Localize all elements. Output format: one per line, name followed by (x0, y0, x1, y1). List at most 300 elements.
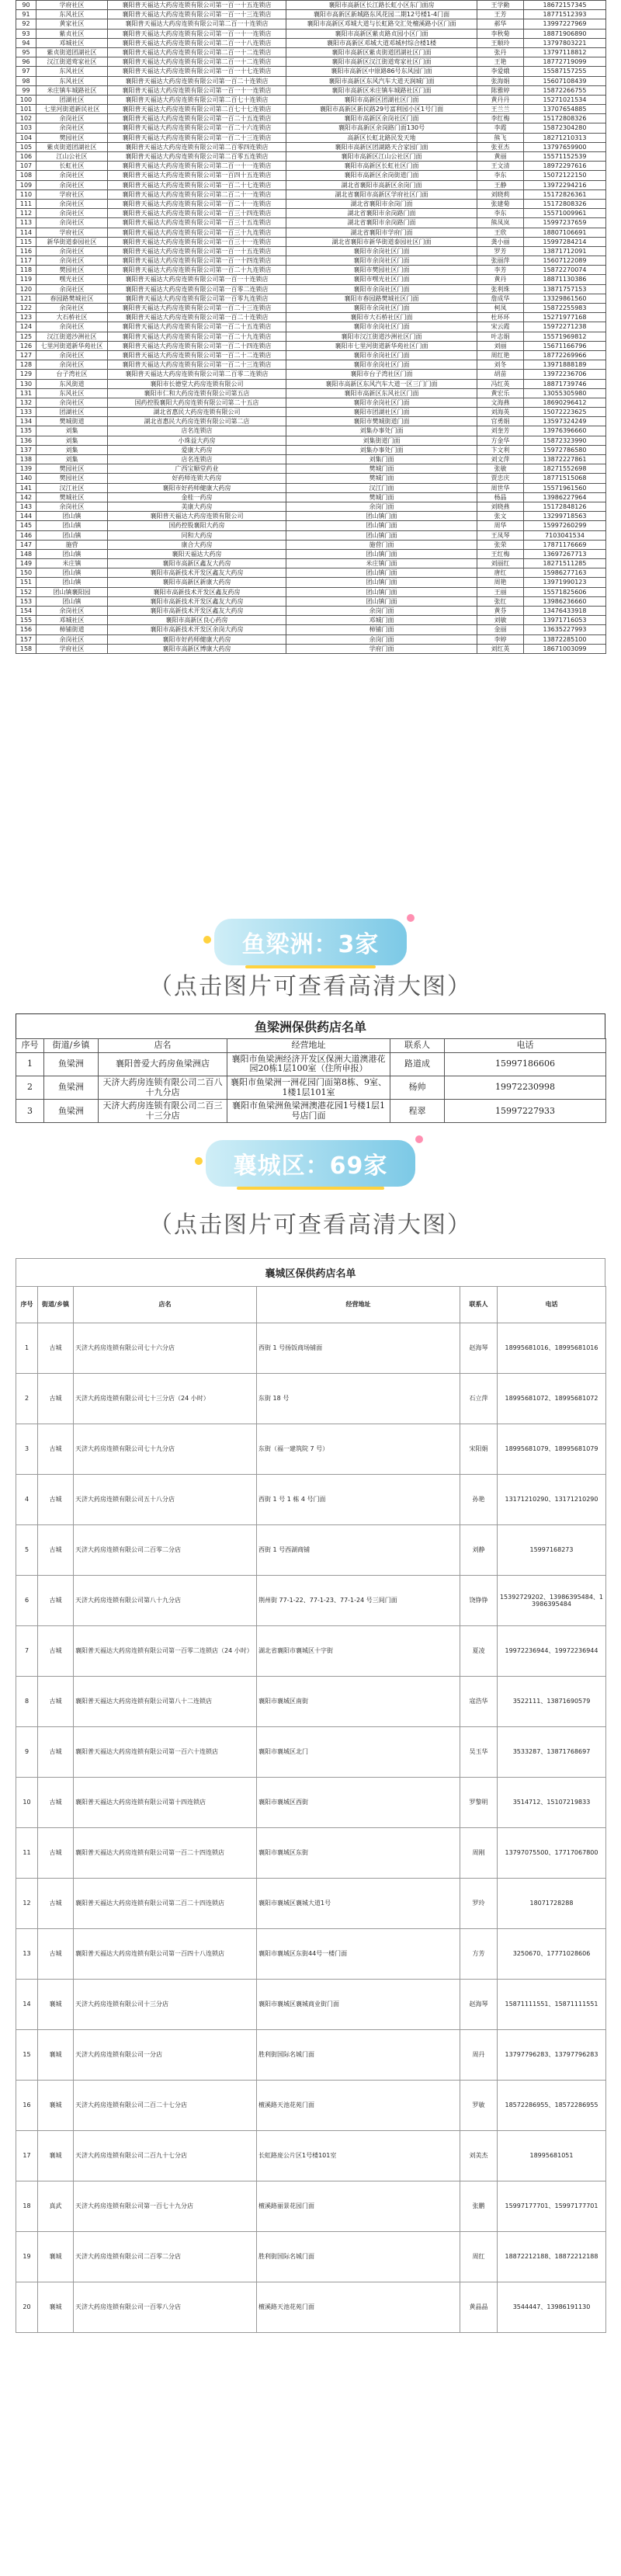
cell-address: 长虹路庞公片区1号楼101室 (257, 2131, 460, 2181)
table-row (16, 445, 606, 454)
cell-index: 113 (16, 218, 36, 228)
cell-contact: 路道成 (390, 1052, 445, 1076)
cell-street: 余岗社区 (36, 199, 108, 208)
cell-street: 古城 (38, 1929, 74, 1980)
table-row (16, 1323, 606, 1374)
cell-address: 襄阳市高新区团湖社区门面 (286, 95, 477, 104)
cell-address: 团山镇门面 (286, 568, 477, 578)
cell-index: 158 (16, 644, 36, 653)
cell-store-name: 襄阳市仁和大药房连锁有限公司第五店 (108, 388, 286, 398)
xiangcheng-table (16, 1258, 605, 2333)
cell-street: 襄城 (38, 2030, 74, 2081)
cell-index: 97 (16, 67, 36, 76)
cell-contact: 刘丽 (477, 341, 524, 350)
cell-street: 余岗社区 (36, 502, 108, 511)
gaoxin-table-body (16, 1, 606, 654)
cell-phone: 13797796283、13797796283 (498, 2030, 606, 2081)
cell-phone: 15172848126 (524, 502, 606, 511)
cell-phone: 13976396660 (524, 426, 606, 436)
table-row (16, 114, 606, 123)
cell-index: 7 (16, 1626, 38, 1677)
cell-phone: 3544447、13986191130 (498, 2282, 606, 2333)
cell-contact: 宋阳娟 (460, 1424, 498, 1475)
cell-store-name: 襄阳普天福达大药房连锁有限公司第一百二十一连锁店 (108, 199, 286, 208)
table-row (16, 2181, 606, 2232)
xiangcheng-table-title: 襄城区保供药店名单 (16, 1258, 605, 1286)
cell-address: 湖北省襄阳市余岗路门面 (286, 209, 477, 218)
table-row (16, 388, 606, 398)
cell-phone: 19972230998 (445, 1076, 606, 1099)
cell-store-name: 襄阳普天福达大药房连锁有限公司第二百零二连锁店 (108, 370, 286, 379)
cell-contact: 黄丹丹 (477, 95, 524, 104)
cell-contact: 胡苗 (477, 370, 524, 379)
cell-address: 西街 1 号 1 栋 4 号门面 (257, 1475, 460, 1525)
cell-address: 高新区长虹北路民发天地 (286, 133, 477, 142)
cell-store-name: 金桂一药房 (108, 492, 286, 502)
table-row (16, 266, 606, 275)
cell-street: 学府社区 (36, 189, 108, 199)
cell-street: 古城 (38, 1374, 74, 1424)
cell-index: 103 (16, 123, 36, 133)
cell-phone: 15872255983 (524, 304, 606, 313)
cell-store-name: 广西宝顺堂药业 (108, 464, 286, 474)
table-row (16, 408, 606, 417)
cell-street: 东风街道 (36, 379, 108, 388)
cell-index: 104 (16, 133, 36, 142)
cell-address: 湖北省襄阳市新华街道泰园社区门面 (286, 237, 477, 246)
cell-store-name: 爱康大药房 (108, 445, 286, 454)
cell-phone: 18771515068 (524, 474, 606, 483)
table-row (16, 19, 606, 29)
cell-address: 刘集街道门面 (286, 436, 477, 445)
cell-phone: 18995681016、18995681016 (498, 1323, 606, 1374)
cell-phone: 13871712091 (524, 246, 606, 256)
cell-address: 襄阳市高新区邓城大道邓城村综合楼1楼 (286, 38, 477, 47)
cell-contact: 李东 (477, 171, 524, 180)
cell-contact: 周华 (477, 521, 524, 530)
cell-phone: 15997237659 (524, 218, 606, 228)
cell-address: 襄阳市春园路樊城社区门面 (286, 294, 477, 303)
cell-contact: 王顺玲 (477, 38, 524, 47)
yuliangzhou-table-body (16, 1052, 606, 1123)
cell-phone: 18807106691 (524, 228, 606, 237)
cell-store-name: 襄阳普天福达大药房连锁有限公司第一百零二连锁店（24 小时） (74, 1626, 257, 1677)
table-row (16, 568, 606, 578)
cell-store-name: 小珠益大药房 (108, 436, 286, 445)
table-row (16, 2232, 606, 2282)
cell-phone: 18995681079、18995681079 (498, 1424, 606, 1475)
cell-phone: 13797118812 (524, 47, 606, 57)
cell-phone: 15607122089 (524, 256, 606, 266)
cell-address: 学府门面 (286, 644, 477, 653)
cell-street: 团山镇 (36, 521, 108, 530)
table-row (16, 1929, 606, 1980)
cell-address: 襄阳市台子湾社区门面 (286, 370, 477, 379)
table-row (16, 2131, 606, 2181)
cell-contact: 刘晓莉 (477, 189, 524, 199)
cell-street: 余岗社区 (36, 114, 108, 123)
cell-contact: 杜环环 (477, 313, 524, 322)
table-row (16, 2030, 606, 2081)
cell-contact: 黄丹 (477, 275, 524, 284)
table-row (16, 644, 606, 653)
cell-index: 90 (16, 1, 36, 10)
cell-street: 长虹社区 (36, 162, 108, 171)
cell-phone: 18995681072、18995681072 (498, 1374, 606, 1424)
cell-store-name: 襄阳普天福达大药房连锁有限公司第一百二十四连锁店 (108, 341, 286, 350)
cell-contact: 熊飞 (477, 133, 524, 142)
cell-street: 樊城街道 (36, 417, 108, 426)
cell-contact: 李东 (477, 209, 524, 218)
cell-phone: 13986236660 (524, 596, 606, 606)
table-row (16, 625, 606, 634)
cell-address: 襄阳市襄城区东街 (257, 1828, 460, 1879)
cell-street: 余岗社区 (36, 218, 108, 228)
table-row (16, 436, 606, 445)
table-row (16, 540, 606, 549)
header-cell-phone: 电话 (498, 1287, 606, 1323)
cell-phone: 15997227933 (445, 1100, 606, 1123)
header-cell-index: 序号 (16, 1039, 44, 1053)
cell-index: 15 (16, 2030, 38, 2081)
cell-address: 余岗门面 (286, 634, 477, 644)
cell-phone: 15997260299 (524, 521, 606, 530)
cell-index: 1 (16, 1323, 38, 1374)
cell-address: 襄阳市团湖社区门面 (286, 408, 477, 417)
cell-index: 117 (16, 256, 36, 266)
cell-phone: 15872323990 (524, 436, 606, 445)
cell-index: 101 (16, 105, 36, 114)
cell-index: 152 (16, 587, 36, 596)
cell-contact: 詹成华 (477, 294, 524, 303)
cell-address: 团山镇门面 (286, 549, 477, 558)
cell-index: 122 (16, 304, 36, 313)
cell-store-name: 襄阳天福达大药房 (108, 549, 286, 558)
cell-street: 余岗社区 (36, 350, 108, 360)
cell-store-name: 天济大药房连锁有限公司二百三十三分店 (99, 1100, 227, 1123)
cell-store-name: 襄阳市高新区鑫友大药房 (108, 559, 286, 568)
cell-contact: 李爱娥 (477, 67, 524, 76)
cell-street: 大石桥社区 (36, 313, 108, 322)
cell-store-name: 襄阳普天福达大药房连锁有限公司第十四连锁店 (74, 1778, 257, 1828)
cell-index: 157 (16, 634, 36, 644)
cell-street: 古城 (38, 1475, 74, 1525)
cell-index: 2 (16, 1076, 44, 1099)
cell-address: 胜利街国际名城门面 (257, 2232, 460, 2282)
cell-contact: 吴玉华 (460, 1727, 498, 1778)
cell-index: 11 (16, 1828, 38, 1879)
table-row (16, 607, 606, 616)
cell-address: 襄阳市余岗社区门面 (286, 398, 477, 407)
cell-street: 襄城 (38, 2232, 74, 2282)
cell-phone: 15872266755 (524, 85, 606, 95)
cell-store-name: 天济大药房连锁有限公司一分店 (74, 2030, 257, 2081)
cell-phone: 18271552698 (524, 464, 606, 474)
cell-store-name: 天济大药房连锁有限公司二百二十七分店 (74, 2081, 257, 2131)
yuliangzhou-badge (214, 919, 408, 965)
cell-address: 襄阳市襄城区襄城大道1号 (257, 1879, 460, 1929)
cell-phone: 15072223625 (524, 408, 606, 417)
cell-index: 116 (16, 246, 36, 256)
table-row (16, 29, 606, 38)
cell-contact: 刘丽红 (477, 559, 524, 568)
table-row (16, 1677, 606, 1727)
cell-address: 邓城门面 (286, 616, 477, 625)
table-row (16, 38, 606, 47)
cell-contact: 程翠 (390, 1100, 445, 1123)
table-row (16, 1727, 606, 1778)
table-row (16, 360, 606, 370)
cell-index: 2 (16, 1374, 38, 1424)
cell-street: 鱼梁洲 (44, 1100, 99, 1123)
cell-phone: 15271977168 (524, 313, 606, 322)
cell-address: 湖北省襄阳市余岗路门面 (286, 218, 477, 228)
cell-contact: 李红梅 (477, 114, 524, 123)
cell-street: 古城 (38, 1323, 74, 1374)
cell-address: 襄阳市高新区东风社区门面 (286, 388, 477, 398)
table-row (16, 133, 606, 142)
table-row (16, 199, 606, 208)
header-cell-street: 街道/乡镇 (38, 1287, 74, 1323)
cell-contact: 柯凤 (477, 304, 524, 313)
cell-phone: 18271210313 (524, 133, 606, 142)
cell-index: 123 (16, 313, 36, 322)
table-row (16, 2081, 606, 2131)
cell-index: 131 (16, 388, 36, 398)
cell-phone: 13797803221 (524, 38, 606, 47)
cell-store-name: 襄阳普天福达大药房连锁有限公司第一百一十三连锁店 (108, 10, 286, 19)
cell-store-name: 襄阳普天福达大药房连锁有限公司第一百一十连锁店 (108, 275, 286, 284)
cell-store-name: 襄阳普天福达大药房连锁有限公司第二百二十一连锁店 (108, 189, 286, 199)
cell-address: 襄阳市七里河街道新华苑社区门面 (286, 341, 477, 350)
cell-street: 团山镇 (36, 578, 108, 587)
cell-street: 团湖社区 (36, 408, 108, 417)
cell-street: 学府社区 (36, 228, 108, 237)
cell-store-name: 襄阳普天福达大药房连锁有限公司第一百零二连锁店 (108, 284, 286, 294)
cell-street: 古城 (38, 1424, 74, 1475)
cell-index: 16 (16, 2081, 38, 2131)
cell-phone: 15587157255 (524, 67, 606, 76)
table-row (16, 483, 606, 492)
cell-contact: 张丽萍 (477, 256, 524, 266)
table-row (16, 379, 606, 388)
cell-store-name: 湖北省惠民大药房连锁有限公司第二店 (108, 417, 286, 426)
cell-address: 檀溪路天池花苑门面 (257, 2081, 460, 2131)
cell-contact: 王学勤 (477, 1, 524, 10)
cell-store-name: 襄阳普天福达大药房连锁有限公司第一百四十五连锁店 (108, 171, 286, 180)
cell-contact: 石立萍 (460, 1374, 498, 1424)
cell-store-name: 襄阳普天福达大药房连锁有限公司第二百一十连锁店 (108, 19, 286, 29)
cell-contact: 李秋菊 (477, 29, 524, 38)
cell-street: 鱼梁洲 (44, 1052, 99, 1076)
cell-store-name: 襄阳普天福达大药房连锁有限公司第一百二十五连锁店 (108, 322, 286, 332)
cell-address: 襄阳市高新区紫贞街道团湖社区门面 (286, 47, 477, 57)
cell-store-name: 天济大药房连锁有限公司二百零二分店 (74, 2232, 257, 2282)
table-row (16, 142, 606, 151)
cell-phone: 15392729202、13986395484、13986395484 (498, 1576, 606, 1626)
cell-store-name: 襄阳普天福达大药房连锁有限公司第一百二十三连锁店 (108, 133, 286, 142)
cell-contact: 周刚 (460, 1828, 498, 1879)
cell-contact: 刘文萍 (477, 455, 524, 464)
yuliangzhou-table (16, 1013, 605, 1123)
cell-address: 襄阳市大石桥社区门面 (286, 313, 477, 322)
cell-store-name: 国药控股襄阳大药房连锁有限公司第二十五店 (108, 398, 286, 407)
table-row (16, 228, 606, 237)
cell-street: 鱼梁洲 (44, 1076, 99, 1099)
cell-phone: 13871757153 (524, 284, 606, 294)
cell-address: 湖北省襄阳市学府门面 (286, 228, 477, 237)
cell-contact: 黄晶晶 (460, 2282, 498, 2333)
cell-contact: 周红 (460, 2232, 498, 2282)
cell-street: 米庄镇 (36, 559, 108, 568)
cell-address: 西街 1 号扬饭商场铺面 (257, 1323, 460, 1374)
cell-address: 襄阳市嘿光社区门面 (286, 275, 477, 284)
cell-street: 襄城 (38, 2081, 74, 2131)
cell-address: 樊城门面 (286, 492, 477, 502)
cell-store-name: 襄阳普天福达大药房连锁有限公司第一百二十连锁店 (108, 313, 286, 322)
cell-address: 湖北省襄阳市襄城区十字街 (257, 1626, 460, 1677)
xiangcheng-hint: （点击图片可查看高清大图） (149, 1212, 472, 1239)
cell-phone: 13299718563 (524, 512, 606, 521)
cell-store-name: 襄阳普天福达大药房连锁有限公司第一百一十五连锁店 (108, 246, 286, 256)
cell-street: 米庄镇车城路社区 (36, 85, 108, 95)
table-row (16, 304, 606, 313)
cell-store-name: 美康大药房 (108, 502, 286, 511)
cell-address: 襄阳市余岗社区门面 (286, 256, 477, 266)
cell-store-name: 襄阳普天福达大药房连锁有限公司第二百一十一连锁店 (108, 162, 286, 171)
cell-street: 襄城 (38, 2131, 74, 2181)
table-row (16, 350, 606, 360)
cell-contact: 张利珠 (477, 284, 524, 294)
cell-index: 18 (16, 2181, 38, 2232)
cell-street: 黄家社区 (36, 19, 108, 29)
cell-contact: 王静 (477, 180, 524, 189)
cell-index: 129 (16, 370, 36, 379)
cell-store-name: 襄阳普天福达大药房连锁有限公司第一百四十八连锁店 (74, 1929, 257, 1980)
cell-street: 汉江街道沙洲社区 (36, 332, 108, 341)
cell-phone: 15172826361 (524, 189, 606, 199)
cell-index: 132 (16, 398, 36, 407)
table-row (16, 57, 606, 67)
cell-store-name: 店名连锁店 (108, 426, 286, 436)
cell-index: 95 (16, 47, 36, 57)
cell-index: 98 (16, 76, 36, 85)
cell-address: 襄阳市樊园社区门面 (286, 266, 477, 275)
cell-store-name: 襄阳普天福达大药房连锁有限公司第二百七十连锁店 (108, 95, 286, 104)
cell-contact: 王丽 (477, 587, 524, 596)
table-row (16, 1100, 606, 1123)
cell-address: 襄阳市余岗社区门面 (286, 360, 477, 370)
cell-street: 紫贞街道团湖社区 (36, 142, 108, 151)
cell-address: 襄阳市鱼梁洲一洲花园门面第8栋、9室、1楼1层101室 (227, 1076, 390, 1099)
cell-phone: 15072122150 (524, 171, 606, 180)
cell-address: 襄阳市高新区余岗社区门面 (286, 114, 477, 123)
table-row (16, 171, 606, 180)
cell-store-name: 襄阳普天福达大药房连锁有限公司第一百三十四连锁店 (108, 209, 286, 218)
header-cell-store-name: 店名 (99, 1039, 227, 1053)
cell-contact: 冯红英 (477, 379, 524, 388)
cell-street: 江山公社区 (36, 152, 108, 162)
cell-phone: 17871176669 (524, 540, 606, 549)
cell-street: 古城 (38, 1525, 74, 1576)
table-row (16, 332, 606, 341)
table-row (16, 464, 606, 474)
cell-store-name: 襄阳普天福达大药房连锁有限公司第一百一十一连锁店 (108, 85, 286, 95)
table-row (16, 95, 606, 104)
table-row (16, 1576, 606, 1626)
xiangcheng-table-body (16, 1323, 606, 2333)
cell-contact: 王欣 (477, 228, 524, 237)
cell-street: 邓城社区 (36, 616, 108, 625)
cell-phone: 13971888189 (524, 360, 606, 370)
decor-underline (237, 1187, 385, 1190)
cell-street: 古城 (38, 1879, 74, 1929)
cell-contact: 刘晓燕 (477, 502, 524, 511)
table-row (16, 162, 606, 171)
cell-street: 襄城 (38, 1980, 74, 2030)
cell-contact: 龚小丽 (477, 237, 524, 246)
cell-contact: 方金华 (477, 436, 524, 445)
cell-index: 114 (16, 228, 36, 237)
table-row (16, 237, 606, 246)
cell-address: 襄阳市汉江街道沙洲社区门面 (286, 332, 477, 341)
cell-index: 96 (16, 57, 36, 67)
cell-street: 樊园社区 (36, 464, 108, 474)
cell-street: 团山镇 (36, 596, 108, 606)
cell-index: 128 (16, 360, 36, 370)
cell-contact: 张敏 (477, 464, 524, 474)
table-row (16, 1, 606, 10)
cell-store-name: 康合大药房 (108, 540, 286, 549)
cell-street: 余岗社区 (36, 171, 108, 180)
cell-contact: 刘静 (460, 1525, 498, 1576)
table-row (16, 123, 606, 133)
cell-store-name: 天济大药房连锁有限公司五十八分店 (74, 1475, 257, 1525)
cell-store-name: 襄阳市高新区新康大药房 (108, 578, 286, 587)
decor-dot-icon (195, 1157, 203, 1165)
cell-index: 142 (16, 492, 36, 502)
cell-index: 153 (16, 596, 36, 606)
cell-address: 米庄镇门面 (286, 559, 477, 568)
cell-store-name: 襄阳普天福达大药房连锁有限公司第八十二连锁店 (74, 1677, 257, 1727)
cell-store-name: 襄阳普天福达大药房连锁有限公司第一百二十五连锁店 (108, 114, 286, 123)
cell-street: 汉江社区 (36, 483, 108, 492)
cell-phone: 3514712、15107219833 (498, 1778, 606, 1828)
cell-contact: 张鹏 (460, 2181, 498, 2232)
table-row (16, 1374, 606, 1424)
cell-contact: 刘美杰 (460, 2131, 498, 2181)
cell-contact: 李婷 (477, 634, 524, 644)
cell-contact: 张海娟 (477, 76, 524, 85)
cell-contact: 孙艳 (460, 1475, 498, 1525)
cell-street: 团山镇 (36, 530, 108, 540)
cell-phone: 15871111551、15871111551 (498, 1980, 606, 2030)
cell-contact: 赵海琴 (460, 1323, 498, 1374)
table-row (16, 284, 606, 294)
cell-store-name: 襄阳普天福达大药房连锁有限公司第二百一十二连锁店 (108, 47, 286, 57)
cell-index: 144 (16, 512, 36, 521)
cell-store-name: 襄阳普天福达大药房连锁有限公司第一百二十九连锁店 (108, 332, 286, 341)
cell-address: 襄阳市襄城区襄城商业街门面 (257, 1980, 460, 2030)
cell-phone: 15997177701、15997177701 (498, 2181, 606, 2232)
cell-index: 141 (16, 483, 36, 492)
cell-phone: 15607108439 (524, 76, 606, 85)
cell-store-name: 天济大药房连锁有限公司七十三分店（24 小时） (74, 1374, 257, 1424)
cell-phone: 15172808326 (524, 199, 606, 208)
cell-index: 102 (16, 114, 36, 123)
table-row (16, 10, 606, 19)
cell-street: 团湖社区 (36, 95, 108, 104)
